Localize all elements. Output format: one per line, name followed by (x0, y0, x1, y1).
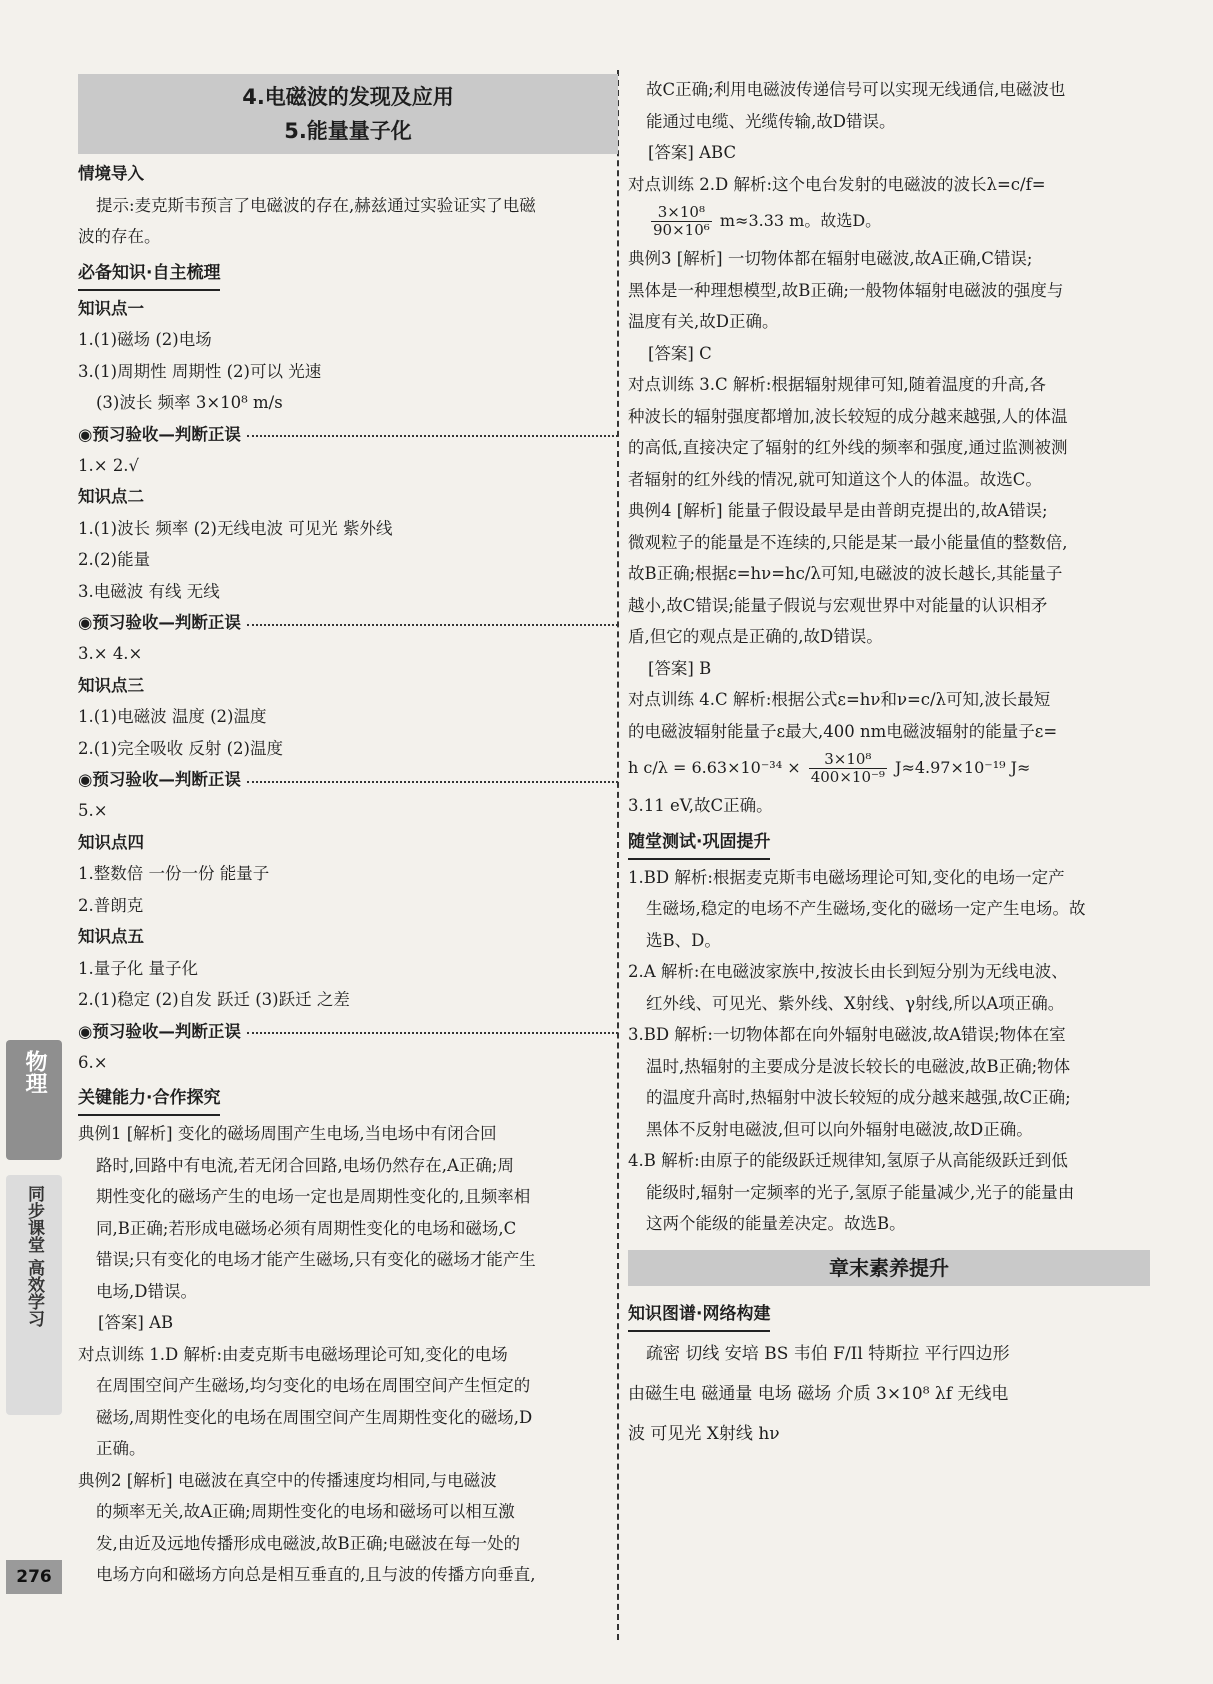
title-1: 4.电磁波的发现及应用 (242, 85, 454, 109)
training-4-line: 对点训练 4.C 解析:根据公式ε=hν和ν=c/λ可知,波长最短 (628, 690, 1051, 709)
answer-line: 2.(1)完全吸收 反射 (2)温度 (78, 738, 283, 758)
check-label: ◉预习验收—判断正误 (78, 770, 241, 789)
knowledge-point-heading: 知识点五 (78, 927, 144, 946)
answer-line: 1.× 2.√ (78, 455, 140, 475)
dotted-rule (247, 624, 618, 626)
training-1-line: 在周围空间产生磁场,均匀变化的电场在周围空间产生恒定的 (96, 1376, 531, 1395)
answer-line: 6.× (78, 1052, 108, 1072)
section-title-band (78, 74, 618, 154)
knowledge-point-heading: 知识点二 (78, 487, 144, 506)
test-line: 红外线、可见光、紫外线、X射线、γ射线,所以A项正确。 (646, 993, 1065, 1013)
example-3-answer: [答案] C (648, 343, 712, 363)
example-4-line: 故B正确;根据ε=hν=hc/λ可知,电磁波的波长越长,其能量子 (628, 564, 1063, 583)
test-line: 能级时,辐射一定频率的光子,氢原子能量减少,光子的能量由 (646, 1182, 1075, 1202)
dotted-rule (247, 1032, 618, 1034)
training-3-line: 种波长的辐射强度都增加,波长较短的成分越来越强,人的体温 (628, 406, 1068, 426)
test-line: 黑体不反射电磁波,但可以向外辐射电磁波,故D正确。 (646, 1119, 1033, 1139)
section-heading: 关键能力·合作探究 (78, 1082, 220, 1116)
test-line: 这两个能级的能量差决定。故选B。 (646, 1214, 906, 1233)
test-line: 温时,热辐射的主要成分是波长较长的电磁波,故B正确;物体 (646, 1056, 1071, 1076)
answer-line: (3)波长 频率 3×10⁸ m/s (96, 393, 283, 412)
example-3-line: 黑体是一种理想模型,故B正确;一般物体辐射电磁波的强度与 (628, 280, 1064, 300)
answer-line: 1.量子化 量子化 (78, 958, 198, 978)
example-4-answer: [答案] B (648, 658, 712, 678)
knowledge-point-heading: 知识点四 (78, 832, 144, 852)
denominator: 90×10⁶ (653, 221, 710, 239)
formula-post: J≈4.97×10⁻¹⁹ J≈ (895, 758, 1031, 777)
example-2-answer: [答案] ABC (648, 143, 737, 162)
check-row (78, 1016, 618, 1047)
subject-tab (6, 1040, 62, 1160)
example-2-line: 的频率无关,故A正确;周期性变化的电场和磁场可以相互激 (96, 1502, 515, 1521)
fraction (809, 751, 887, 786)
example-2-line: 故C正确;利用电磁波传递信号可以实现无线通信,电磁波也 (646, 80, 1066, 99)
check-label: ◉预习验收—判断正误 (78, 424, 241, 444)
answer-line: 1.(1)波长 频率 (2)无线电波 可见光 紫外线 (78, 518, 393, 538)
example-1-line: 电场,D错误。 (96, 1281, 197, 1301)
training-2-line: 对点训练 2.D 解析:这个电台发射的电磁波的波长λ=c/f= (628, 174, 1046, 194)
answer-line: 5.× (78, 801, 108, 820)
training-3-line: 对点训练 3.C 解析:根据辐射规律可知,随着温度的升高,各 (628, 375, 1046, 394)
example-1-line: 同,B正确;若形成电磁场必须有周期性变化的电场和磁场,C (96, 1218, 517, 1238)
answer-line: 1.(1)电磁波 温度 (2)温度 (78, 707, 267, 726)
check-row (78, 607, 618, 638)
test-line: 的温度升高时,热辐射中波长较短的成分越来越强,故C正确; (646, 1088, 1071, 1107)
training-1-line: 磁场,周期性变化的电场在周围空间产生周期性变化的磁场,D (96, 1407, 533, 1427)
subject-label: 物理 (22, 1050, 47, 1094)
dotted-rule (247, 781, 618, 783)
answer-line: 1.(1)磁场 (2)电场 (78, 330, 212, 349)
section-heading: 随堂测试·巩固提升 (628, 826, 770, 860)
check-row (78, 419, 618, 450)
training-1-line: 正确。 (96, 1439, 146, 1458)
training-1-line: 对点训练 1.D 解析:由麦克斯韦电磁场理论可知,变化的电场 (78, 1344, 508, 1364)
answer-line: 3.× 4.× (78, 644, 143, 663)
section-heading: 知识图谱·网络构建 (628, 1298, 770, 1332)
example-4-line: 微观粒子的能量是不连续的,只能是某一最小能量值的整数倍, (628, 532, 1068, 552)
example-2-line: 典例2 [解析] 电磁波在真空中的传播速度均相同,与电磁波 (78, 1470, 497, 1490)
numerator: 3×10⁸ (651, 204, 712, 222)
knowledge-graph-line: 由磁生电 磁通量 电场 磁场 介质 3×10⁸ λf 无线电 (628, 1383, 1009, 1404)
example-3-line: 温度有关,故D正确。 (628, 312, 779, 331)
answer-line: 2.(1)稳定 (2)自发 跃迁 (3)跃迁 之差 (78, 990, 350, 1009)
test-line: 3.BD 解析:一切物体都在向外辐射电磁波,故A错误;物体在室 (628, 1025, 1066, 1044)
test-line: 4.B 解析:由原子的能级跃迁规律知,氢原子从高能级跃迁到低 (628, 1151, 1068, 1170)
answer-line: 2.(2)能量 (78, 550, 151, 569)
test-line: 1.BD 解析:根据麦克斯韦电磁场理论可知,变化的电场一定产 (628, 867, 1065, 887)
example-2-line: 发,由近及远地传播形成电磁波,故B正确;电磁波在每一处的 (96, 1533, 521, 1553)
answer-line: 1.整数倍 一份一份 能量子 (78, 864, 270, 883)
answer-line: 3.电磁波 有线 无线 (78, 581, 220, 601)
denominator: 400×10⁻⁹ (810, 768, 885, 786)
example-1-line: 错误;只有变化的电场才能产生磁场,只有变化的磁场才能产生 (96, 1250, 536, 1269)
example-3-line: 典例3 [解析] 一切物体都在辐射电磁波,故A正确,C错误; (628, 249, 1033, 268)
example-2-line: 能通过电缆、光缆传输,故D错误。 (646, 111, 896, 131)
section-heading: 必备知识·自主梳理 (78, 257, 220, 291)
series-label: 同步课堂 高效学习 (24, 1185, 44, 1327)
check-row (78, 764, 618, 795)
example-4-line: 越小,故C错误;能量子假说与宏观世界中对能量的认识相矛 (628, 595, 1048, 615)
training-4-line: 的电磁波辐射能量子ε最大,400 nm电磁波辐射的能量子ε= (628, 721, 1058, 741)
fraction (651, 204, 712, 239)
knowledge-point-heading: 知识点一 (78, 298, 144, 318)
answer-line: 2.普朗克 (78, 895, 144, 915)
series-tab (6, 1175, 62, 1415)
training-4-line: 3.11 eV,故C正确。 (628, 796, 773, 815)
chapter-band: 章末素养提升 (628, 1250, 1150, 1286)
example-2-line: 电场方向和磁场方向总是相互垂直的,且与波的传播方向垂直, (96, 1565, 536, 1584)
example-1-line: 典例1 [解析] 变化的磁场周围产生电场,当电场中有闭合回 (78, 1124, 497, 1143)
right-column (628, 74, 1150, 1454)
intro-heading: 情境导入 (78, 164, 144, 183)
knowledge-point-heading: 知识点三 (78, 675, 144, 695)
check-label: ◉预习验收—判断正误 (78, 613, 241, 632)
dotted-rule (247, 435, 618, 437)
formula-pre: h c/λ = 6.63×10⁻³⁴ × (628, 758, 801, 777)
training-3-line: 者辐射的红外线的情况,就可知道这个人的体温。故选C。 (628, 469, 1042, 489)
check-label: ◉预习验收—判断正误 (78, 1021, 241, 1041)
intro-text: 提示:麦克斯韦预言了电磁波的存在,赫兹通过实验证实了电磁 (96, 195, 536, 215)
test-line: 2.A 解析:在电磁波家族中,按波长由长到短分别为无线电波、 (628, 962, 1068, 981)
test-line: 选B、D。 (646, 930, 721, 950)
example-1-line: 期性变化的磁场产生的电场一定也是周期性变化的,且频率相 (96, 1187, 531, 1206)
example-1-line: 路时,回路中有电流,若无闭合回路,电场仍然存在,A正确;周 (96, 1155, 514, 1175)
knowledge-graph-line: 波 可见光 X射线 hν (628, 1423, 780, 1444)
knowledge-graph-line: 疏密 切线 安培 BS 韦伯 F/Il 特斯拉 平行四边形 (646, 1343, 1010, 1364)
example-4-line: 盾,但它的观点是正确的,故D错误。 (628, 627, 883, 646)
numerator: 3×10⁸ (809, 751, 887, 769)
training-4-formula (628, 751, 1150, 786)
left-column (78, 74, 618, 1591)
training-3-line: 的高低,直接决定了辐射的红外线的频率和强度,通过监测被测 (628, 438, 1068, 457)
test-line: 生磁场,稳定的电场不产生磁场,变化的磁场一定产生电场。故 (646, 899, 1086, 918)
formula-result: m≈3.33 m。故选D。 (719, 211, 882, 230)
intro-text: 波的存在。 (78, 227, 161, 246)
example-1-answer: [答案] AB (98, 1313, 174, 1332)
title-2: 5.能量量子化 (284, 119, 412, 143)
answer-line: 3.(1)周期性 周期性 (2)可以 光速 (78, 361, 322, 381)
training-2-formula (648, 204, 1150, 239)
page-number: 276 (6, 1560, 62, 1594)
example-4-line: 典例4 [解析] 能量子假设最早是由普朗克提出的,故A错误; (628, 501, 1048, 520)
